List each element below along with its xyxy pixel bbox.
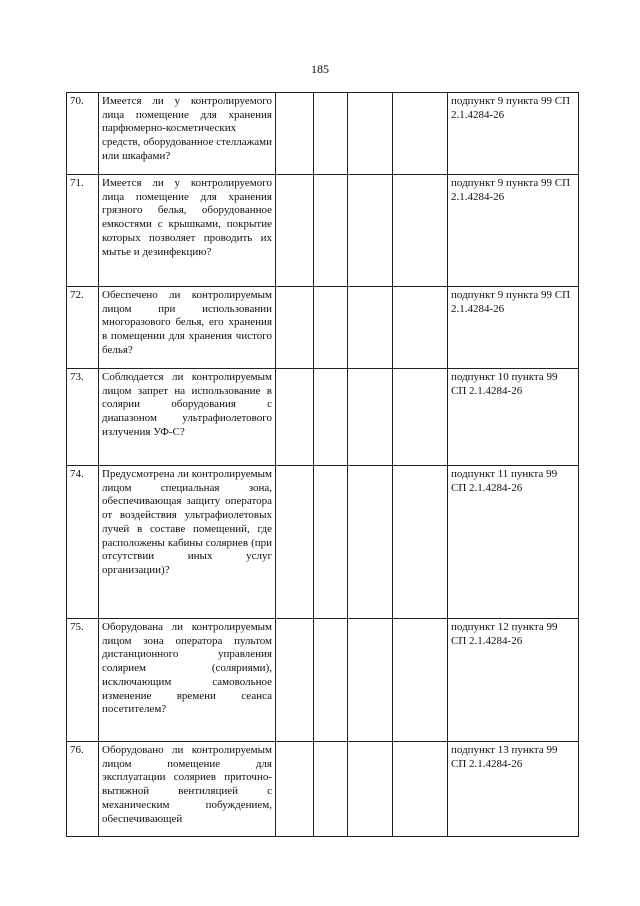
- answer-cell: [393, 619, 448, 742]
- reference-text: подпункт 10 пункта 99 СП 2.1.4284-26: [448, 369, 579, 466]
- answer-cell: [314, 466, 348, 619]
- answer-cell: [276, 93, 314, 175]
- answer-cell: [348, 175, 393, 287]
- table-row: [67, 619, 579, 742]
- table-row: [67, 93, 579, 175]
- row-number: 75.: [67, 619, 99, 742]
- row-number: 72.: [67, 287, 99, 369]
- table-row: [67, 287, 579, 369]
- answer-cell: [276, 287, 314, 369]
- reference-text: подпункт 13 пункта 99 СП 2.1.4284-26: [448, 742, 579, 837]
- table-row: [67, 742, 579, 837]
- row-number: 70.: [67, 93, 99, 175]
- reference-text: подпункт 9 пункта 99 СП 2.1.4284-26: [448, 93, 579, 175]
- answer-cell: [348, 742, 393, 837]
- answer-cell: [348, 287, 393, 369]
- answer-cell: [348, 369, 393, 466]
- question-text: Имеется ли у контролируемого лица помещение для хранения грязного белья, оборудованное емкостями с крышками, покрытие которых позволяет проводить их мытье и дезинфекцию?: [99, 175, 276, 287]
- table-row: [67, 175, 579, 287]
- question-text: Предусмотрена ли контролируемым лицом специальная зона, обеспечивающая защиту оператора от воздействия ультрафиолетовых лучей в составе помещений, где расположены кабины соляриев (при отсутствии иных услуг организации)?: [99, 466, 276, 619]
- checklist-table: [66, 92, 579, 837]
- answer-cell: [393, 287, 448, 369]
- answer-cell: [393, 369, 448, 466]
- answer-cell: [276, 466, 314, 619]
- table-row: [67, 466, 579, 619]
- row-number: 73.: [67, 369, 99, 466]
- answer-cell: [393, 742, 448, 837]
- answer-cell: [348, 466, 393, 619]
- answer-cell: [393, 93, 448, 175]
- reference-text: подпункт 9 пункта 99 СП 2.1.4284-26: [448, 287, 579, 369]
- question-text: Имеется ли у контролируемого лица помещение для хранения парфюмерно-косметических средств, оборудованное стеллажами или шкафами?: [99, 93, 276, 175]
- question-text: Оборудовано ли контролируемым лицом помещение для эксплуатации соляриев приточно-вытяжной вентиляцией с механическим побуждением, обеспечивающей: [99, 742, 276, 837]
- answer-cell: [314, 287, 348, 369]
- answer-cell: [348, 93, 393, 175]
- answer-cell: [276, 369, 314, 466]
- reference-text: подпункт 12 пункта 99 СП 2.1.4284-26: [448, 619, 579, 742]
- page-number: 185: [311, 62, 329, 76]
- table-row: [67, 369, 579, 466]
- answer-cell: [314, 93, 348, 175]
- question-text: Обеспечено ли контролируемым лицом при использовании многоразового белья, его хранения в помещении для хранения чистого белья?: [99, 287, 276, 369]
- answer-cell: [276, 742, 314, 837]
- answer-cell: [276, 175, 314, 287]
- answer-cell: [314, 742, 348, 837]
- row-number: 71.: [67, 175, 99, 287]
- row-number: 74.: [67, 466, 99, 619]
- reference-text: подпункт 9 пункта 99 СП 2.1.4284-26: [448, 175, 579, 287]
- row-number: 76.: [67, 742, 99, 837]
- question-text: Оборудована ли контролируемым лицом зона оператора пультом дистанционного управления солярием (соляриями), исключающим самовольное изменение времени сеанса посетителем?: [99, 619, 276, 742]
- reference-text: подпункт 11 пункта 99 СП 2.1.4284-26: [448, 466, 579, 619]
- question-text: Соблюдается ли контролируемым лицом запрет на использование в солярии оборудования с диапазоном ультрафиолетового излучения УФ-С?: [99, 369, 276, 466]
- answer-cell: [314, 175, 348, 287]
- answer-cell: [314, 369, 348, 466]
- answer-cell: [393, 466, 448, 619]
- answer-cell: [276, 619, 314, 742]
- answer-cell: [393, 175, 448, 287]
- answer-cell: [314, 619, 348, 742]
- answer-cell: [348, 619, 393, 742]
